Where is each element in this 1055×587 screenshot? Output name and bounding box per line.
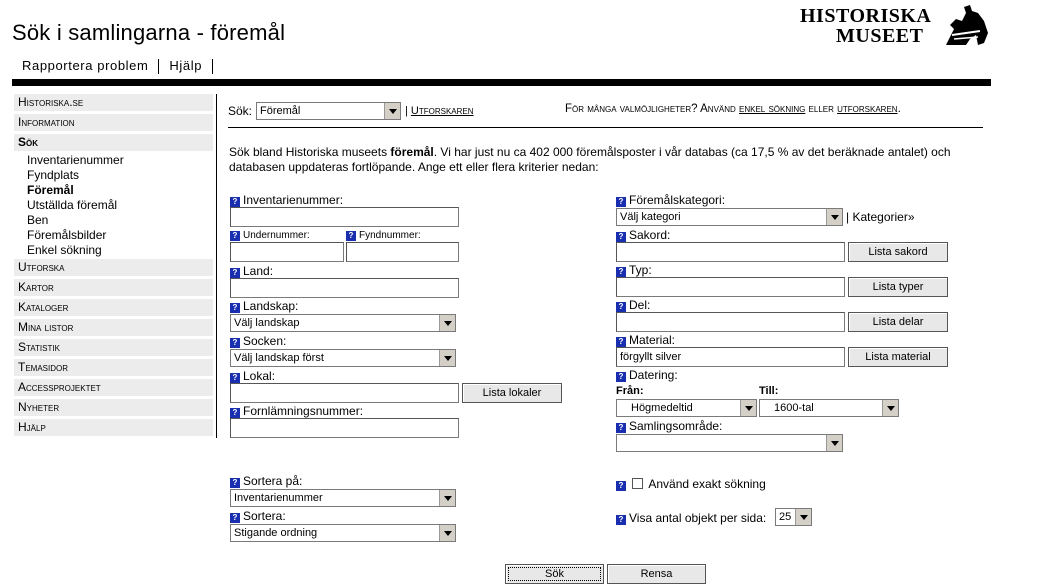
- landskap-label-text: Landskap:: [243, 299, 299, 313]
- samlingsomrade-label-text: Samlingsområde:: [629, 419, 723, 433]
- nav-item-historiska[interactable]: Historiska.se: [14, 94, 213, 111]
- material-label-text: Material:: [629, 333, 676, 347]
- intro-line1: [229, 145, 951, 159]
- fornlamning-input[interactable]: [230, 418, 459, 438]
- land-input[interactable]: [230, 278, 459, 298]
- help-icon[interactable]: ?: [616, 481, 626, 491]
- nav-sub-foremalsbilder[interactable]: Föremålsbilder: [27, 228, 107, 242]
- del-label: [616, 298, 650, 312]
- nav-sub-fyndplats[interactable]: Fyndplats: [27, 168, 80, 182]
- samlingsomrade-label: [616, 419, 722, 433]
- help-link[interactable]: Hjälp: [169, 58, 203, 73]
- undernummer-label-text: Undernummer:: [243, 230, 310, 241]
- hint-mid: eller: [808, 103, 834, 115]
- inventarienummer-input[interactable]: [230, 207, 459, 227]
- sakord-label: [616, 228, 670, 242]
- intro-part1: Sök bland Historiska museets: [229, 145, 391, 159]
- help-icon[interactable]: ?: [616, 267, 626, 277]
- chevron-down-icon: [826, 209, 842, 225]
- nav-sub-foremal[interactable]: Föremål: [27, 183, 74, 197]
- exakt-row: [616, 477, 766, 491]
- header-bar: [12, 79, 991, 86]
- kategori-value: Välj kategori: [620, 211, 681, 223]
- enkel-sokning-link[interactable]: enkel sökning: [739, 103, 806, 115]
- hint-end: .: [897, 103, 901, 115]
- kategorier-wrap: | Kategorier»: [846, 210, 915, 224]
- fran-label: Från:: [616, 385, 644, 397]
- landskap-select[interactable]: [230, 314, 456, 332]
- intro-part2: . Vi har just nu ca 402 000 föremålsposter i vår databas (ca 17,5 % av det beräknade antalet) och: [433, 145, 951, 159]
- help-icon[interactable]: ?: [230, 268, 240, 278]
- lista-delar-button[interactable]: Lista delar: [848, 312, 948, 332]
- help-icon[interactable]: ?: [230, 478, 240, 488]
- help-icon[interactable]: ?: [616, 302, 626, 312]
- till-label: Till:: [759, 385, 779, 397]
- nav-item-temasidor[interactable]: Temasidor: [14, 359, 213, 376]
- kategorier-link[interactable]: Kategorier»: [852, 210, 915, 224]
- fornlamning-label-text: Fornlämningsnummer:: [243, 404, 364, 418]
- fornlamning-label: [230, 404, 363, 418]
- visa-antal-value: 25: [779, 511, 792, 523]
- separator: [158, 59, 159, 74]
- typ-label-text: Typ:: [629, 263, 652, 277]
- nav-sub-ben[interactable]: Ben: [27, 213, 49, 227]
- divider-line: [228, 127, 983, 128]
- lista-sakord-button[interactable]: Lista sakord: [848, 242, 948, 262]
- land-label-text: Land:: [243, 264, 274, 278]
- socken-label: [230, 334, 286, 348]
- nav-item-kataloger[interactable]: Kataloger: [14, 299, 213, 316]
- search-button[interactable]: Sök: [505, 564, 604, 584]
- typ-label: [616, 263, 652, 277]
- help-icon[interactable]: ?: [230, 338, 240, 348]
- help-icon[interactable]: ?: [230, 197, 240, 207]
- lokal-label: [230, 369, 275, 383]
- hint-text: [565, 102, 901, 116]
- till-select[interactable]: [759, 399, 899, 417]
- lokal-label-text: Lokal:: [243, 369, 276, 383]
- del-input[interactable]: [616, 312, 845, 332]
- lokal-input[interactable]: [230, 383, 459, 403]
- del-label-text: Del:: [629, 298, 651, 312]
- help-icon[interactable]: ?: [616, 372, 626, 382]
- chevron-down-icon: [826, 435, 842, 451]
- socken-label-text: Socken:: [243, 334, 287, 348]
- inventarienummer-label: [230, 193, 343, 207]
- lista-typer-button[interactable]: Lista typer: [848, 277, 948, 297]
- nav-sub-inventarienummer[interactable]: Inventarienummer: [27, 153, 124, 167]
- nav-item-accessprojektet[interactable]: Accessprojektet: [14, 379, 213, 396]
- fyndnummer-label-text: Fyndnummer:: [359, 230, 421, 241]
- chevron-down-icon: [439, 315, 455, 331]
- datering-label: [616, 368, 678, 382]
- help-icon[interactable]: ?: [230, 513, 240, 523]
- kategori-label-text: Föremålskategori:: [629, 193, 726, 207]
- sortera-pa-select[interactable]: [230, 489, 456, 507]
- chevron-down-icon: [384, 103, 400, 119]
- intro-line2: databasen uppdateras fortlöpande. Ange ett eller flera kriterier nedan:: [229, 160, 599, 174]
- exakt-checkbox[interactable]: [632, 478, 643, 489]
- logo-line1: HISTORISKA: [800, 5, 932, 27]
- nav-item-statistik[interactable]: Statistik: [14, 339, 213, 356]
- kategori-label: [616, 193, 725, 207]
- samlingsomrade-select[interactable]: [616, 434, 843, 452]
- utforskaren-link[interactable]: Utforskaren: [410, 105, 474, 117]
- nav-item-utforska[interactable]: Utforska: [14, 259, 213, 276]
- nav-sub-enkel-sokning[interactable]: Enkel sökning: [27, 243, 102, 257]
- fyndnummer-input[interactable]: [346, 242, 459, 262]
- help-icon[interactable]: ?: [230, 303, 240, 313]
- fyndnummer-label: [346, 229, 421, 243]
- help-icon[interactable]: ?: [616, 337, 626, 347]
- chevron-down-icon: [795, 509, 811, 525]
- landskap-label: [230, 299, 298, 313]
- search-type-label: Sök:: [228, 104, 253, 118]
- fran-value: Högmedeltid: [631, 402, 693, 414]
- hint-prefix: För många valmöjligheter? Använd: [565, 103, 736, 115]
- utforskaren-hint-link[interactable]: utforskaren: [837, 103, 898, 115]
- nav-item-sok[interactable]: Sök: [14, 134, 213, 151]
- search-type-select[interactable]: [256, 102, 401, 120]
- sortera-label-text: Sortera:: [243, 509, 286, 523]
- visa-antal-label: Visa antal objekt per sida:: [629, 511, 767, 525]
- till-value: 1600-tal: [774, 402, 814, 414]
- chevron-down-icon: [882, 400, 898, 416]
- sortera-select[interactable]: [230, 524, 456, 542]
- help-icon[interactable]: ?: [346, 231, 356, 241]
- search-type-value: Föremål: [260, 105, 301, 117]
- logo-line2: MUSEET: [836, 25, 924, 47]
- help-icon[interactable]: ?: [616, 515, 626, 525]
- undernummer-input[interactable]: [230, 242, 344, 262]
- sortera-label: [230, 509, 286, 523]
- undernummer-label: [230, 229, 310, 243]
- material-input[interactable]: förgyllt silver: [616, 347, 845, 367]
- visa-antal-select[interactable]: [775, 508, 812, 526]
- nav-item-mina-listor[interactable]: Mina listor: [14, 319, 213, 336]
- chevron-down-icon: [439, 525, 455, 541]
- report-problem-link[interactable]: Rapportera problem: [22, 58, 149, 73]
- landskap-value: Välj landskap: [234, 317, 300, 329]
- socken-select[interactable]: [230, 349, 456, 367]
- socken-value: Välj landskap först: [234, 352, 324, 364]
- sortera-value: Stigande ordning: [234, 527, 318, 539]
- rider-logo-icon: [940, 3, 990, 47]
- intro-bold: föremål: [390, 145, 434, 159]
- chevron-down-icon: [740, 400, 756, 416]
- separator: [212, 59, 213, 74]
- help-icon[interactable]: ?: [230, 373, 240, 383]
- sortera-pa-value: Inventarienummer: [234, 492, 323, 504]
- lista-material-button[interactable]: Lista material: [848, 347, 948, 367]
- material-label: [616, 333, 675, 347]
- visa-antal-row: [616, 511, 766, 525]
- typ-input[interactable]: [616, 277, 845, 297]
- reset-button[interactable]: Rensa: [607, 564, 706, 584]
- nav-divider: [216, 94, 217, 438]
- nav-item-information[interactable]: Information: [14, 114, 213, 131]
- help-icon[interactable]: ?: [230, 408, 240, 418]
- sortera-pa-label: [230, 474, 302, 488]
- museum-logo[interactable]: [800, 3, 990, 47]
- datering-label-text: Datering:: [629, 368, 678, 382]
- kategori-select[interactable]: [616, 208, 843, 226]
- lista-lokaler-button[interactable]: Lista lokaler: [462, 383, 562, 403]
- exakt-label: Använd exakt sökning: [648, 477, 766, 491]
- inventarienummer-label-text: Inventarienummer:: [243, 193, 344, 207]
- sortera-pa-label-text: Sortera på:: [243, 474, 303, 488]
- page-title: Sök i samlingarna - föremål: [12, 20, 286, 45]
- help-icon[interactable]: ?: [616, 197, 626, 207]
- help-icon[interactable]: ?: [616, 423, 626, 433]
- top-links: [22, 58, 223, 74]
- nav-item-nyheter[interactable]: Nyheter: [14, 399, 213, 416]
- nav-item-hjalp[interactable]: Hjälp: [14, 419, 213, 436]
- help-icon[interactable]: ?: [230, 231, 240, 241]
- sakord-label-text: Sakord:: [629, 228, 671, 242]
- help-icon[interactable]: ?: [616, 232, 626, 242]
- fran-select[interactable]: [616, 399, 757, 417]
- chevron-down-icon: [439, 490, 455, 506]
- sakord-input[interactable]: [616, 242, 845, 262]
- utforskaren-wrap: | Utforskaren: [405, 105, 474, 117]
- nav-sub-utstallda[interactable]: Utställda föremål: [27, 198, 118, 212]
- chevron-down-icon: [439, 350, 455, 366]
- land-label: [230, 264, 273, 278]
- nav-item-kartor[interactable]: Kartor: [14, 279, 213, 296]
